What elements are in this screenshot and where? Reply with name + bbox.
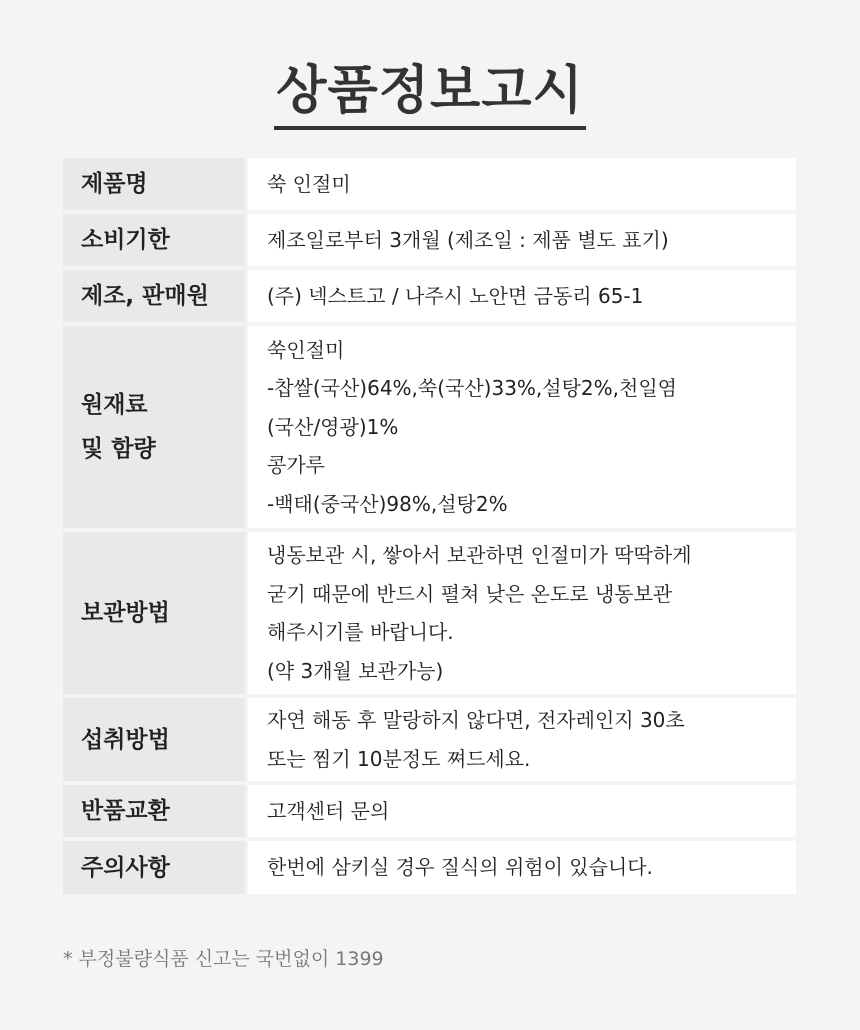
row-manufacturer xyxy=(63,270,796,322)
value-line: 콩가루 xyxy=(267,453,325,478)
value-storage xyxy=(248,532,796,694)
value-line: 한번에 삼키실 경우 질식의 위험이 있습니다. xyxy=(267,855,653,880)
value-line: (주) 넥스트고 / 나주시 노안면 금동리 65-1 xyxy=(267,283,644,308)
label-text: 섭취방법 xyxy=(81,726,170,753)
value-line: 해주시기를 바랍니다. xyxy=(267,620,454,644)
label-text: 소비기한 xyxy=(81,227,170,253)
value-line: -찹쌀(국산)64%,쑥(국산)33%,설탕2%,천일염 xyxy=(267,376,677,401)
value-expiry xyxy=(248,214,796,266)
label-caution xyxy=(63,841,245,894)
label-intake xyxy=(63,698,245,781)
value-line: (국산/영광)1% xyxy=(267,414,399,439)
value-line: 쑥인절미 xyxy=(267,337,345,362)
value-intake xyxy=(248,698,796,781)
label-product-name xyxy=(63,158,245,210)
footnote: * 부정불량식품 신고는 국번없이 1399 xyxy=(63,948,384,970)
label-expiry xyxy=(63,214,245,266)
row-ingredients xyxy=(63,326,796,528)
row-return-exchange xyxy=(63,785,796,837)
page-title: 상품정보고시 xyxy=(274,58,585,130)
value-line: 고객센터 문의 xyxy=(267,798,390,823)
label-manufacturer xyxy=(63,270,245,322)
product-info-table xyxy=(63,158,796,894)
value-line: 냉동보관 시, 쌓아서 보관하면 인절미가 딱딱하게 xyxy=(267,543,692,567)
value-ingredients xyxy=(248,326,796,528)
value-line: 쑥 인절미 xyxy=(267,171,351,196)
label-return-exchange xyxy=(63,785,245,837)
row-expiry xyxy=(63,214,796,266)
label-text: 제조, 판매원 xyxy=(81,283,209,309)
value-line: -백태(중국산)98%,설탕2% xyxy=(267,491,508,516)
label-ingredients xyxy=(63,326,245,528)
value-return-exchange xyxy=(248,785,796,837)
row-product-name xyxy=(63,158,796,210)
value-manufacturer xyxy=(248,270,796,322)
title-wrap xyxy=(0,58,860,130)
label-text: 원재료 xyxy=(81,392,148,418)
value-line: 또는 찜기 10분정도 쪄드세요. xyxy=(267,746,531,771)
value-product-name xyxy=(248,158,796,210)
label-text: 주의사항 xyxy=(81,854,170,881)
label-storage xyxy=(63,532,245,694)
label-text: 반품교환 xyxy=(81,798,170,824)
value-line: 자연 해동 후 말랑하지 않다면, 전자레인지 30초 xyxy=(267,708,685,732)
row-storage xyxy=(63,532,796,694)
label-text: 보관방법 xyxy=(81,600,170,626)
value-line: 제조일로부터 3개월 (제조일 : 제품 별도 표기) xyxy=(267,227,669,252)
value-line: 굳기 때문에 반드시 펼쳐 낮은 온도로 냉동보관 xyxy=(267,581,673,606)
label-text: 및 함량 xyxy=(81,436,156,462)
value-line: (약 3개월 보관가능) xyxy=(267,658,444,683)
row-caution xyxy=(63,841,796,894)
row-intake xyxy=(63,698,796,781)
value-caution xyxy=(248,841,796,894)
label-text: 제품명 xyxy=(81,171,148,197)
